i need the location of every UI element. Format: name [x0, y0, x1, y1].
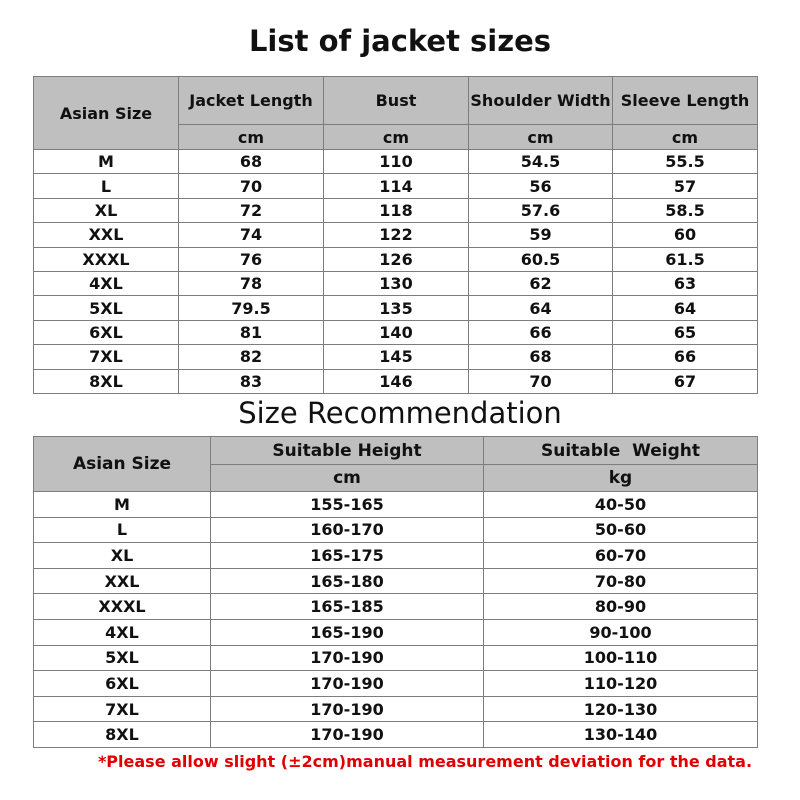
- cell-sleeve-length: 57: [613, 174, 758, 198]
- header-shoulder-width: Shoulder Width: [469, 77, 613, 125]
- cell-height: 170-190: [211, 645, 484, 671]
- cell-sleeve-length: 60: [613, 223, 758, 247]
- cell-sleeve-length: 64: [613, 296, 758, 320]
- cell-size: XL: [34, 198, 179, 222]
- cell-height: 165-175: [211, 543, 484, 569]
- cell-shoulder-width: 62: [469, 271, 613, 295]
- cell-weight: 100-110: [484, 645, 758, 671]
- cell-height: 170-190: [211, 696, 484, 722]
- cell-size: 6XL: [34, 671, 211, 697]
- table-row: [34, 696, 758, 722]
- cell-shoulder-width: 60.5: [469, 247, 613, 271]
- table-row: [34, 568, 758, 594]
- cell-bust: 135: [324, 296, 469, 320]
- table-row: [34, 645, 758, 671]
- unit-height: cm: [211, 465, 484, 492]
- cell-height: 170-190: [211, 722, 484, 748]
- header-bust: Bust: [324, 77, 469, 125]
- cell-sleeve-length: 67: [613, 369, 758, 393]
- cell-bust: 122: [324, 223, 469, 247]
- cell-size: M: [34, 150, 179, 174]
- header-suitable-height: Suitable Height: [211, 437, 484, 465]
- header-suitable-weight: Suitable Weight: [484, 437, 758, 465]
- cell-size: XXXL: [34, 594, 211, 620]
- header-asian-size: Asian Size: [34, 77, 179, 150]
- cell-sleeve-length: 61.5: [613, 247, 758, 271]
- table-row: [34, 223, 758, 247]
- unit-bust: cm: [324, 125, 469, 150]
- unit-sleeve-length: cm: [613, 125, 758, 150]
- cell-jacket-length: 78: [179, 271, 324, 295]
- cell-size: 5XL: [34, 645, 211, 671]
- cell-shoulder-width: 54.5: [469, 150, 613, 174]
- cell-bust: 146: [324, 369, 469, 393]
- cell-size: XXXL: [34, 247, 179, 271]
- unit-weight: kg: [484, 465, 758, 492]
- cell-shoulder-width: 64: [469, 296, 613, 320]
- cell-bust: 126: [324, 247, 469, 271]
- cell-size: XXL: [34, 568, 211, 594]
- header-asian-size: Asian Size: [34, 437, 211, 492]
- cell-weight: 60-70: [484, 543, 758, 569]
- cell-shoulder-width: 56: [469, 174, 613, 198]
- cell-bust: 130: [324, 271, 469, 295]
- table-row: [34, 594, 758, 620]
- header-jacket-length: Jacket Length: [179, 77, 324, 125]
- cell-bust: 145: [324, 345, 469, 369]
- table-row: [34, 271, 758, 295]
- table-row: [34, 619, 758, 645]
- table-row: [34, 150, 758, 174]
- jacket-sizes-title: List of jacket sizes: [248, 24, 552, 58]
- table-row: [34, 174, 758, 198]
- cell-size: 6XL: [34, 320, 179, 344]
- cell-size: 4XL: [34, 271, 179, 295]
- cell-weight: 120-130: [484, 696, 758, 722]
- cell-jacket-length: 81: [179, 320, 324, 344]
- header-sleeve-length: Sleeve Length: [613, 77, 758, 125]
- cell-height: 165-190: [211, 619, 484, 645]
- cell-bust: 110: [324, 150, 469, 174]
- cell-shoulder-width: 68: [469, 345, 613, 369]
- cell-weight: 50-60: [484, 517, 758, 543]
- cell-height: 160-170: [211, 517, 484, 543]
- size-recommendation-table: [33, 436, 758, 748]
- cell-size: XXL: [34, 223, 179, 247]
- cell-size: L: [34, 517, 211, 543]
- cell-size: 8XL: [34, 722, 211, 748]
- cell-bust: 114: [324, 174, 469, 198]
- cell-height: 165-185: [211, 594, 484, 620]
- cell-jacket-length: 72: [179, 198, 324, 222]
- unit-jacket-length: cm: [179, 125, 324, 150]
- cell-shoulder-width: 59: [469, 223, 613, 247]
- cell-height: 155-165: [211, 492, 484, 518]
- cell-size: 7XL: [34, 696, 211, 722]
- cell-sleeve-length: 55.5: [613, 150, 758, 174]
- table-row: [34, 671, 758, 697]
- cell-size: 7XL: [34, 345, 179, 369]
- cell-shoulder-width: 57.6: [469, 198, 613, 222]
- table-row: [34, 492, 758, 518]
- cell-size: XL: [34, 543, 211, 569]
- table-row: [34, 722, 758, 748]
- cell-size: 5XL: [34, 296, 179, 320]
- cell-jacket-length: 68: [179, 150, 324, 174]
- cell-sleeve-length: 66: [613, 345, 758, 369]
- cell-sleeve-length: 65: [613, 320, 758, 344]
- jacket-size-table: [33, 76, 758, 394]
- table-row: [34, 320, 758, 344]
- cell-size: M: [34, 492, 211, 518]
- cell-height: 170-190: [211, 671, 484, 697]
- cell-jacket-length: 74: [179, 223, 324, 247]
- cell-sleeve-length: 63: [613, 271, 758, 295]
- table-row: [34, 296, 758, 320]
- cell-size: L: [34, 174, 179, 198]
- cell-jacket-length: 83: [179, 369, 324, 393]
- cell-jacket-length: 82: [179, 345, 324, 369]
- cell-height: 165-180: [211, 568, 484, 594]
- cell-jacket-length: 70: [179, 174, 324, 198]
- table-row: [34, 543, 758, 569]
- cell-shoulder-width: 66: [469, 320, 613, 344]
- cell-jacket-length: 76: [179, 247, 324, 271]
- cell-size: 8XL: [34, 369, 179, 393]
- table-row: [34, 369, 758, 393]
- cell-weight: 90-100: [484, 619, 758, 645]
- cell-weight: 80-90: [484, 594, 758, 620]
- cell-jacket-length: 79.5: [179, 296, 324, 320]
- measurement-note: *Please allow slight (±2cm)manual measurement deviation for the data.: [97, 752, 753, 771]
- cell-shoulder-width: 70: [469, 369, 613, 393]
- unit-shoulder-width: cm: [469, 125, 613, 150]
- table-row: [34, 247, 758, 271]
- cell-bust: 118: [324, 198, 469, 222]
- cell-weight: 40-50: [484, 492, 758, 518]
- cell-bust: 140: [324, 320, 469, 344]
- cell-weight: 130-140: [484, 722, 758, 748]
- size-recommendation-title: Size Recommendation: [238, 396, 562, 430]
- table-row: [34, 345, 758, 369]
- cell-weight: 110-120: [484, 671, 758, 697]
- cell-sleeve-length: 58.5: [613, 198, 758, 222]
- table-row: [34, 517, 758, 543]
- table-row: [34, 198, 758, 222]
- cell-weight: 70-80: [484, 568, 758, 594]
- cell-size: 4XL: [34, 619, 211, 645]
